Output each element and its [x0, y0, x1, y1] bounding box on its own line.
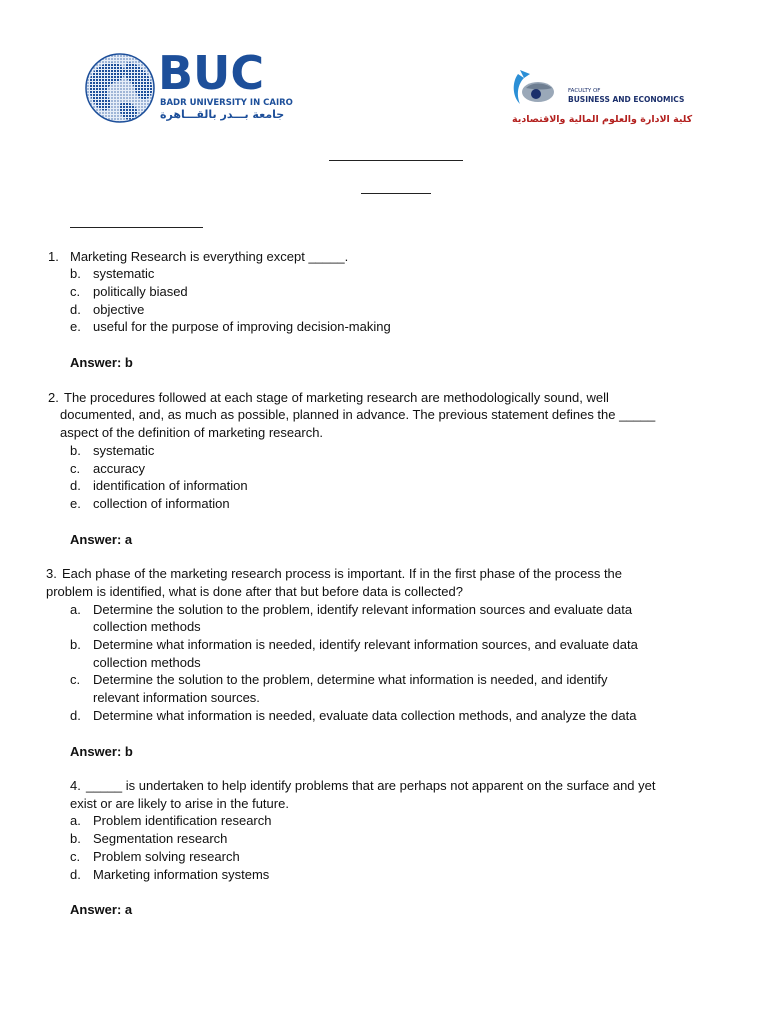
option-text: useful for the purpose of improving decision-making	[93, 319, 391, 334]
option-text: Determine the solution to the problem, determine what information is needed, and identify	[93, 672, 608, 687]
title-rule-2	[361, 193, 431, 194]
answer-label: Answer: a	[70, 532, 133, 547]
option-letter: e.	[70, 496, 81, 511]
question-stem: problem is identified, what is done after that but before data is collected?	[46, 584, 463, 599]
option-letter: e.	[70, 319, 81, 334]
option-text: Marketing information systems	[93, 867, 270, 882]
university-name-en: BADR UNIVERSITY IN CAIRO	[160, 98, 293, 108]
option-text: Determine the solution to the problem, identify relevant information sources and evaluate data	[93, 602, 633, 617]
faculty-line-2: BUSINESS AND ECONOMICS	[568, 95, 685, 104]
faculty-logo	[510, 68, 693, 132]
question-stem: Each phase of the marketing research process is important. If in the first phase of the process the	[62, 566, 623, 581]
option-text: politically biased	[93, 284, 188, 299]
option-letter: b.	[70, 637, 81, 652]
option-text: identification of information	[93, 478, 248, 493]
answer-label: Answer: a	[70, 902, 133, 917]
question-number: 4.	[70, 778, 81, 793]
option-text: collection of information	[93, 496, 230, 511]
option-text: Problem solving research	[93, 849, 240, 864]
option-text: objective	[93, 302, 145, 317]
option-letter: d.	[70, 708, 81, 723]
question-stem: exist or are likely to arise in the future.	[70, 796, 289, 811]
question-stem: _____ is undertaken to help identify problems that are perhaps not apparent on the surface and yet	[86, 778, 656, 793]
option-letter: d.	[70, 867, 81, 882]
buc-wordmark: BUC	[158, 46, 265, 100]
answer-label: Answer: b	[70, 355, 133, 370]
globe-icon	[84, 52, 156, 124]
option-text: Determine what information is needed, evaluate data collection methods, and analyze the data	[93, 708, 637, 723]
university-name-ar: جامعة بـــدر بالقـــاهرة	[160, 108, 285, 121]
option-text: Determine what information is needed, identify relevant information sources, and evaluate data	[93, 637, 638, 652]
option-letter: c.	[70, 461, 81, 476]
option-letter: d.	[70, 478, 81, 493]
option-letter: b.	[70, 831, 81, 846]
option-letter: c.	[70, 672, 81, 687]
question-number: 2.	[48, 390, 59, 405]
option-letter: a.	[70, 813, 81, 828]
question-number: 3.	[46, 566, 57, 581]
option-letter: b.	[70, 266, 81, 281]
answer-label: Answer: b	[70, 744, 133, 759]
faculty-name-ar: كلية الادارة والعلوم المالية والاقتصادية	[512, 114, 693, 125]
option-text: systematic	[93, 443, 155, 458]
title-rule-3	[70, 227, 203, 228]
option-letter: c.	[70, 284, 81, 299]
option-letter: a.	[70, 602, 81, 617]
title-rule-1	[329, 160, 463, 161]
option-text: systematic	[93, 266, 155, 281]
question-stem: aspect of the definition of marketing research.	[60, 425, 324, 440]
option-letter: b.	[70, 443, 81, 458]
option-text: Segmentation research	[93, 831, 228, 846]
question-stem: Marketing Research is everything except _____.	[70, 249, 349, 264]
faculty-line-1: FACULTY OF	[568, 88, 601, 94]
question-stem: The procedures followed at each stage of marketing research are methodologically sound, well	[64, 390, 609, 405]
option-text: relevant information sources.	[93, 690, 260, 705]
option-text: collection methods	[93, 655, 201, 670]
option-text: Problem identification research	[93, 813, 272, 828]
faculty-emblem-icon	[510, 68, 560, 112]
buc-logo	[84, 46, 293, 125]
question-number: 1.	[48, 249, 59, 264]
option-letter: c.	[70, 849, 81, 864]
question-stem: documented, and, as much as possible, planned in advance. The previous statement defines the _____	[60, 407, 656, 422]
option-text: accuracy	[93, 461, 146, 476]
option-text: collection methods	[93, 619, 201, 634]
option-letter: d.	[70, 302, 81, 317]
